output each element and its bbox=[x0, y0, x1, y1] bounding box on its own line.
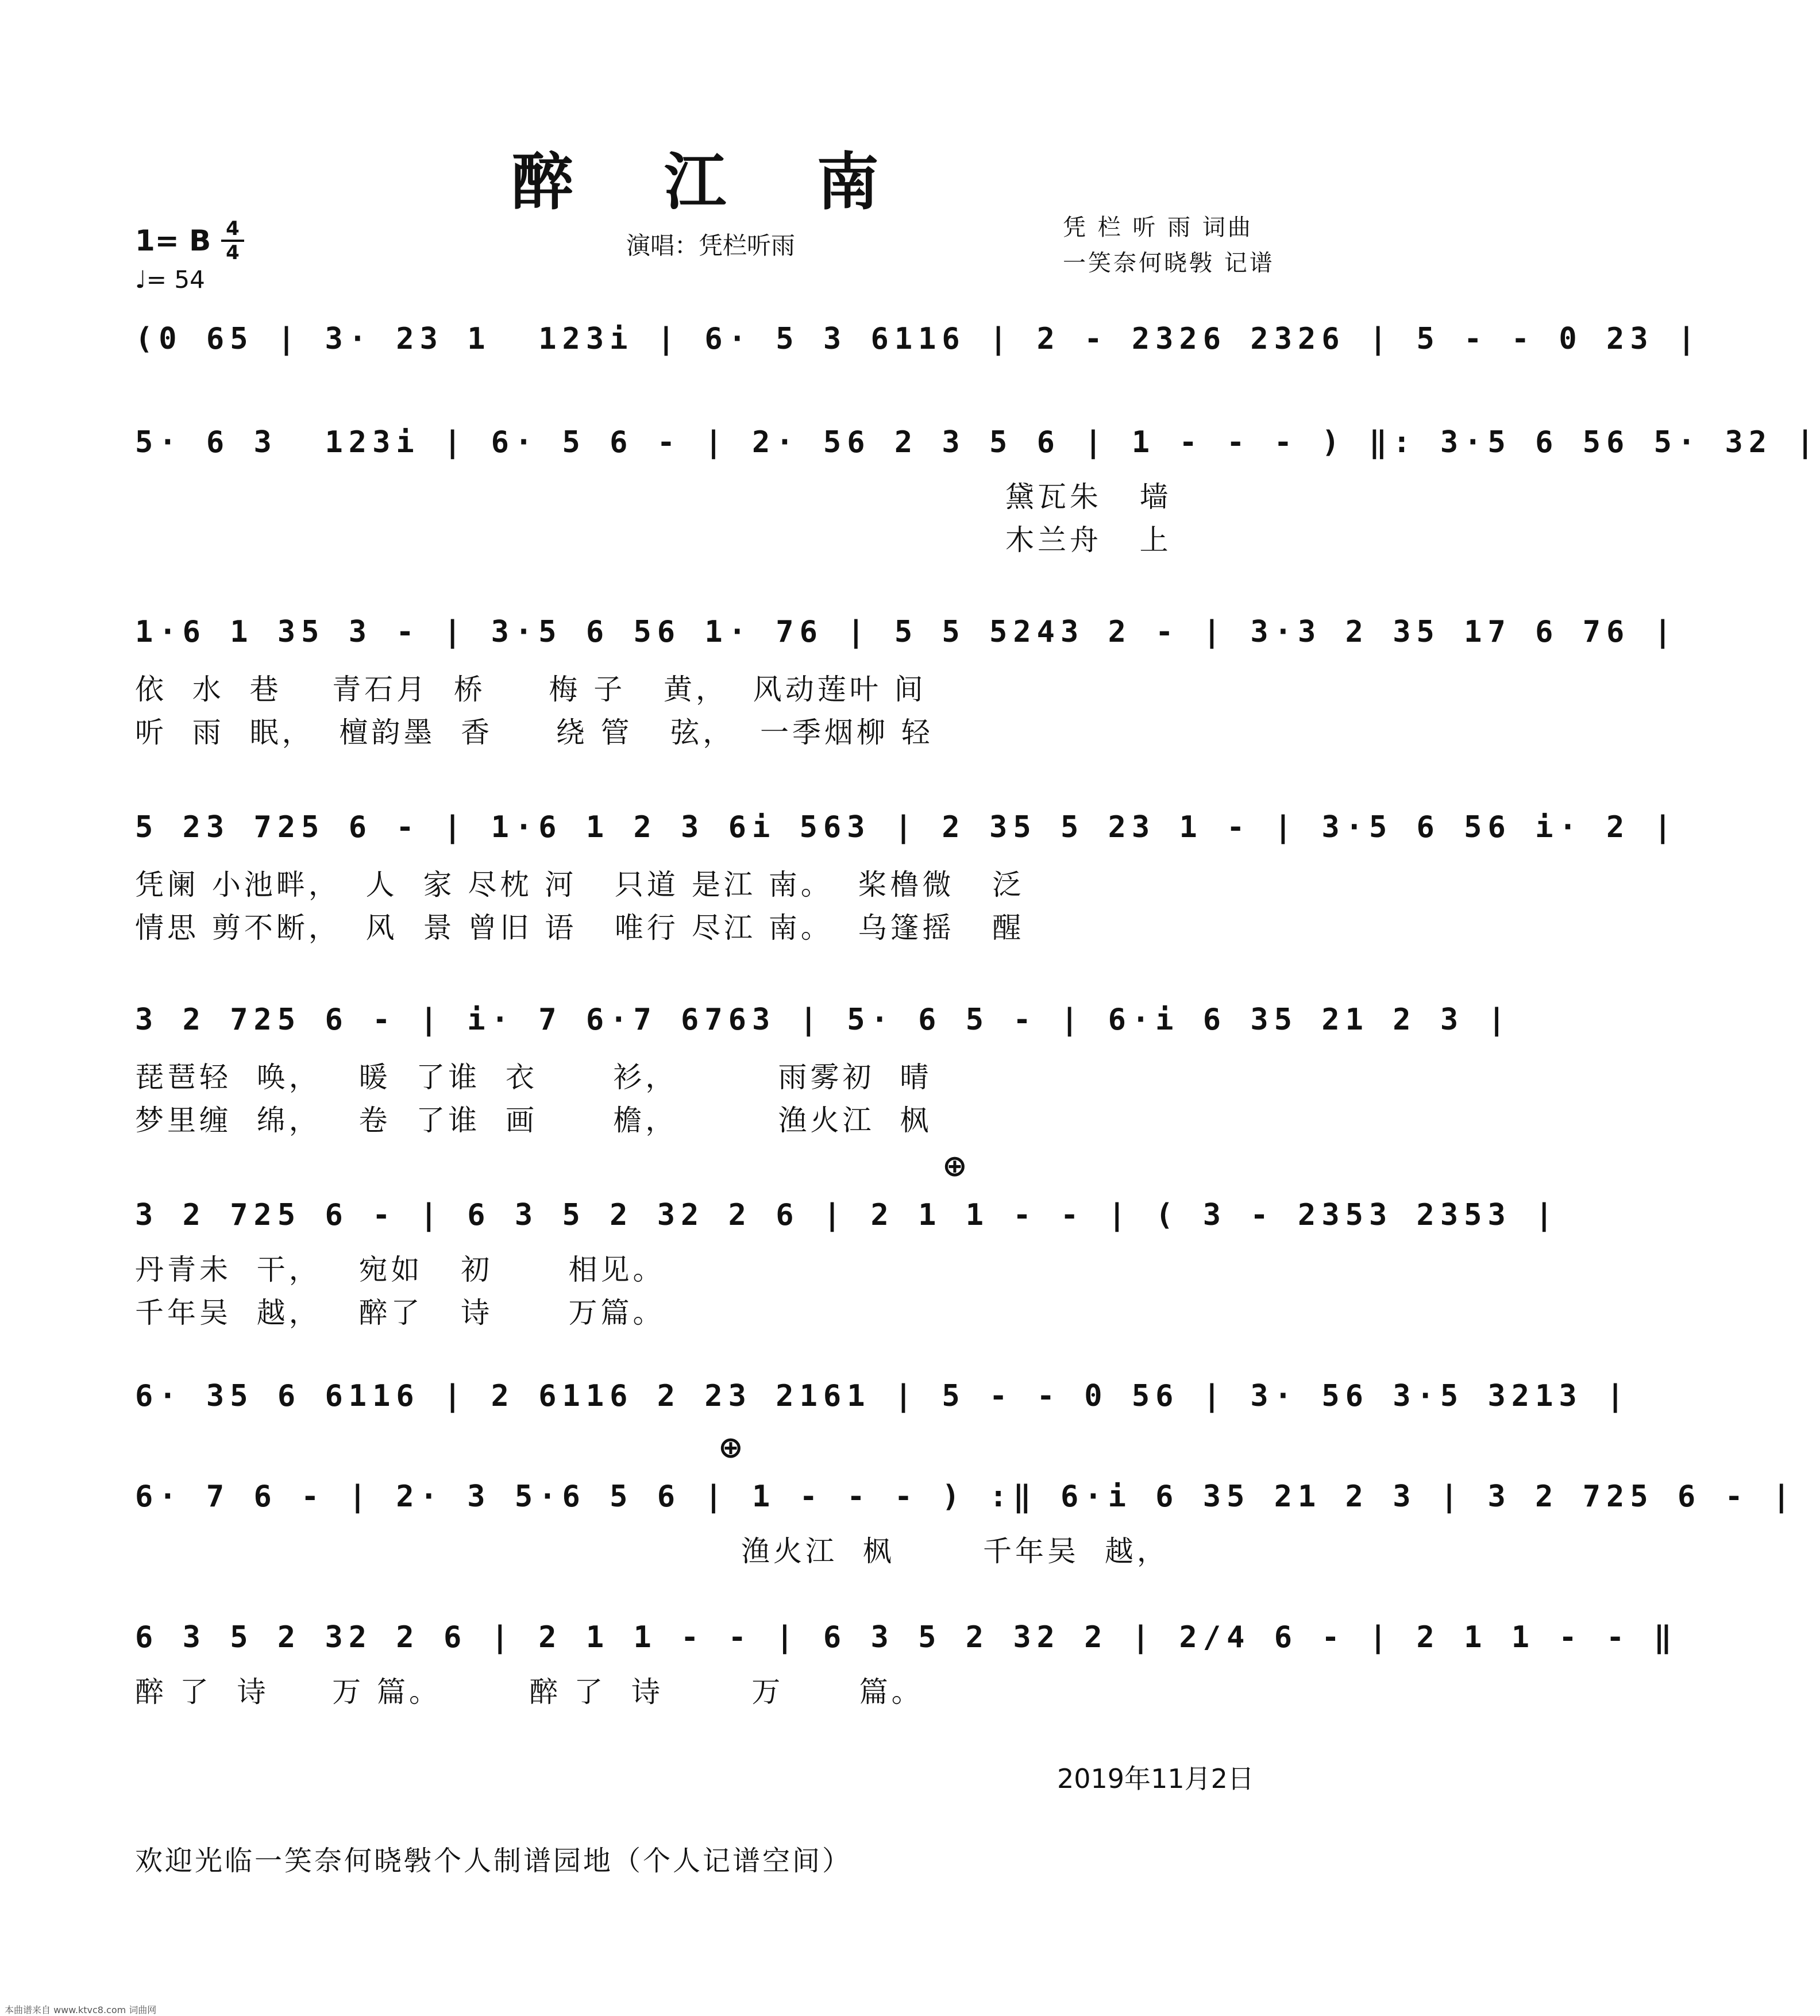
notation: 6 3 5 2 32 2 6 | 2 1 1 - - | 6 3 5 2 32 2 | 2/4 6 - | 2 1 1 - - ‖ bbox=[135, 1620, 1678, 1655]
lyric-verse-2: 情思 剪不断， 风 景 曾旧 语 唯行 尽江 南。 乌篷摇 醒 bbox=[135, 911, 1025, 945]
score-line-8 bbox=[135, 1479, 1796, 1531]
score-line-5 bbox=[135, 1003, 1511, 1054]
coda-sign: ⊕ bbox=[718, 1431, 743, 1465]
score-line-9 bbox=[135, 1620, 1678, 1672]
notation: 5 23 725 6 - | 1·6 1 2 3 6i 563 | 2 35 5 23 1 - | 3·5 6 56 i· 2 | bbox=[135, 810, 1678, 845]
credit-composer: 凭 栏 听 雨 词曲 bbox=[1063, 214, 1253, 241]
notation: 3 2 725 6 - | i· 7 6·7 6763 | 5· 6 5 - | 6·i 6 35 21 2 3 | bbox=[135, 1003, 1511, 1037]
notation: 5· 6 3 123i | 6· 5 6 - | 2· 56 2 3 5 6 | 1 - - - ) ‖: 3·5 6 56 5· 32 | bbox=[135, 425, 1820, 460]
lyric-ending: 醉 了 诗 万 篇。 醉 了 诗 万 篇。 bbox=[135, 1675, 924, 1709]
time-signature-top: 4 bbox=[226, 217, 240, 240]
lyric-verse-1: 琵琶轻 唤， 暖 了谁 衣 衫， 雨雾初 晴 bbox=[135, 1061, 932, 1094]
notation: (0 65 | 3· 23 1 123i | 6· 5 3 6116 | 2 - 2326 2326 | 5 - - 0 23 | bbox=[135, 322, 1702, 356]
lyric-verse-2: 听 雨 眠， 檀韵墨 香 绕 管 弦， 一季烟柳 轻 bbox=[135, 716, 934, 749]
credit-transcriber: 一笑奈何晓斅 记谱 bbox=[1063, 250, 1275, 276]
tempo-mark: ♩= 54 bbox=[135, 265, 205, 294]
score-line-3 bbox=[135, 615, 1678, 666]
coda-sign: ⊕ bbox=[942, 1149, 967, 1184]
date: 2019年11月2日 bbox=[1057, 1763, 1254, 1794]
footer-text: 欢迎光临一笑奈何晓斅个人制谱园地（个人记谱空间） bbox=[135, 1845, 853, 1877]
score-line-6 bbox=[135, 1198, 1559, 1250]
notation: 1·6 1 35 3 - | 3·5 6 56 1· 76 | 5 5 5243 2 - | 3·3 2 35 17 6 76 | bbox=[135, 615, 1678, 649]
notation: 3 2 725 6 - | 6 3 5 2 32 2 6 | 2 1 1 - - | ( 3 - 2353 2353 | bbox=[135, 1198, 1559, 1232]
lyric-verse-2: 千年吴 越， 醉了 诗 万篇。 bbox=[135, 1296, 665, 1329]
watermark: 本曲谱来自 www.ktvc8.com 词曲网 bbox=[5, 2005, 157, 2015]
score-line-2 bbox=[135, 425, 1820, 477]
lyric-verse-2: 木兰舟 上 bbox=[1005, 523, 1172, 557]
song-title: 醉 江 南 bbox=[511, 146, 913, 218]
lyric-coda: 渔火江 枫 千年吴 越， bbox=[741, 1535, 1169, 1568]
score-line-1 bbox=[135, 322, 1702, 373]
lyric-verse-1: 凭阑 小池畔， 人 家 尽枕 河 只道 是江 南。 桨橹微 泛 bbox=[135, 868, 1025, 901]
time-signature bbox=[221, 218, 244, 263]
performer: 演唱：凭栏听雨 bbox=[626, 232, 796, 260]
lyric-verse-1: 黛瓦朱 墙 bbox=[1005, 480, 1172, 514]
credits bbox=[1063, 210, 1275, 281]
lyric-verse-1: 依 水 巷 青石月 桥 梅 子 黄， 风动莲叶 间 bbox=[135, 673, 927, 706]
key-signature: 1= B bbox=[135, 224, 211, 257]
notation: 6· 7 6 - | 2· 3 5·6 5 6 | 1 - - - ) :‖ 6·i 6 35 21 2 3 | 3 2 725 6 - | bbox=[135, 1479, 1796, 1514]
lyric-verse-1: 丹青未 干， 宛如 初 相见。 bbox=[135, 1253, 665, 1286]
score-line-4 bbox=[135, 810, 1678, 862]
time-signature-bottom: 4 bbox=[226, 241, 240, 264]
notation: 6· 35 6 6116 | 2 6116 2 23 2161 | 5 - - 0 56 | 3· 56 3·5 3213 | bbox=[135, 1379, 1630, 1413]
score-line-7 bbox=[135, 1379, 1630, 1431]
lyric-verse-2: 梦里缠 绵， 卷 了谁 画 檐， 渔火江 枫 bbox=[135, 1104, 932, 1137]
